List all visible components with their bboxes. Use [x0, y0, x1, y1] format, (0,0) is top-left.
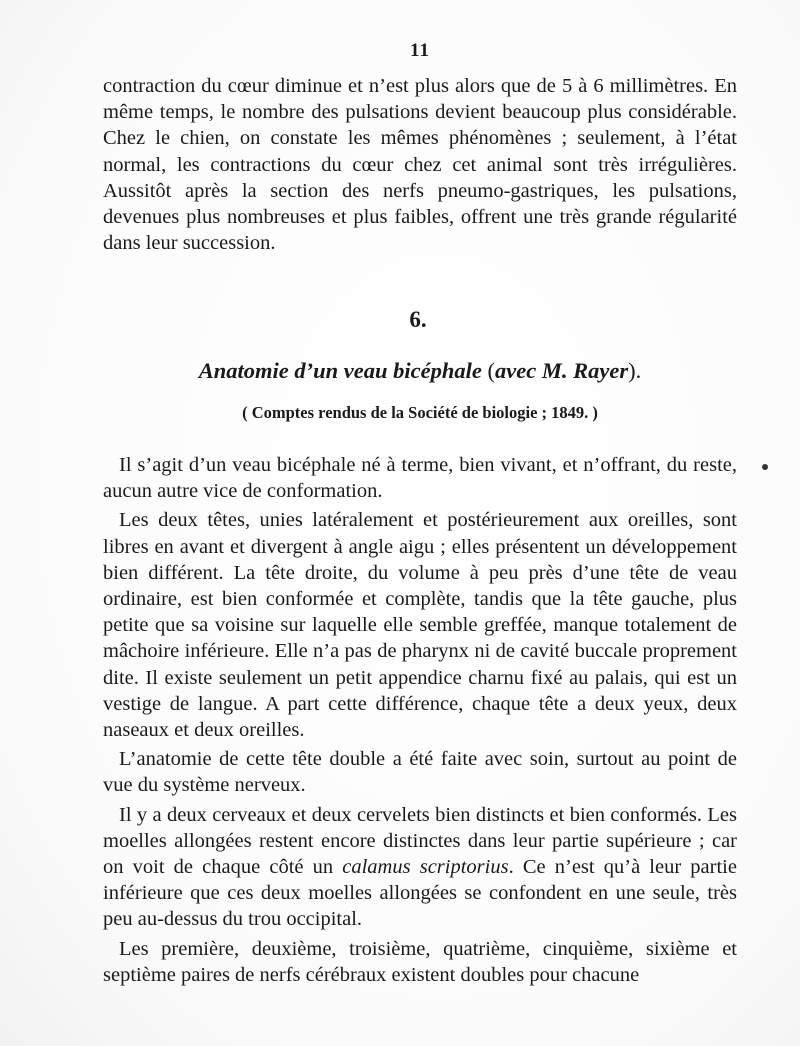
calamus-scriptorius-term: calamus scriptorius	[342, 856, 509, 879]
top-paragraph-block	[103, 73, 737, 256]
section-number: 6.	[409, 307, 427, 332]
section-title	[0, 358, 800, 384]
section-title-open: (	[481, 358, 496, 383]
ink-speck	[762, 464, 768, 470]
paragraph-5: Les première, deuxième, troisième, quatrième, cinquième, sixième et septième paires de nerfs cérébraux existent doubles pour chacune	[103, 937, 737, 986]
section-title-paren: avec M. Rayer	[495, 358, 629, 383]
body-text	[103, 452, 737, 988]
paragraph-2: Les deux têtes, unies latéralement et postérieurement aux oreilles, sont libres en avant et divergent à angle aigu ; elles présentent un développement bien différent. La tête droite, du volume à peu près d’une tête de veau ordinaire, est bien conformée et complète, tandis que la tête gauche, plus petite que sa voisine sur laquelle elle semble greffée, manque totalement de mâchoire inférieure. Elle n’a pas de pharynx ni de cavité buccale proprement dite. Il existe seulement un petit appendice charnu fixé au palais, qui est un vestige de langue. A part cette différence, chaque tête a deux yeux, deux naseaux et deux oreilles.	[103, 509, 737, 742]
paragraph-4-end: . Ce n’est qu’à leur partie inférieure que ces deux moelles allongées se confondent en une seule, très peu au-dessus du trou occipital.	[103, 856, 737, 931]
section-source: ( Comptes rendus de la Société de biologie ; 1849. )	[242, 403, 598, 422]
page-number: 11	[410, 40, 430, 61]
paragraph-4-start: Il y a deux cerveaux et deux cervelets bien distincts et bien conformés. Les moelles allongées restent encore distinctes dans leur partie supérieure ; car on voit de chaque côté un	[103, 803, 737, 879]
top-paragraph: contraction du cœur diminue et n’est plus alors que de 5 à 6 millimètres. En même temps, le nombre des pulsations devient beaucoup plus considérable. Chez le chien, on constate les mêmes phénomènes ; seulement, à l’état normal, les contractions du cœur chez cet animal sont très irrégulières. Aussitôt après la section des nerfs pneumo-gastriques, les pulsations, devenues plus nombreuses et plus faibles, offrent une très grande régularité dans leur succession.	[103, 75, 737, 255]
paragraph-3: L’anatomie de cette tête double a été faite avec soin, surtout au point de vue du système nerveux.	[103, 748, 737, 797]
paragraph-1: Il s’agit d’un veau bicéphale né à terme, bien vivant, et n’offrant, du reste, aucun autre vice de conformation.	[103, 454, 737, 503]
paragraph-4	[103, 802, 737, 933]
section-title-close: ).	[628, 358, 642, 383]
section-title-main: Anatomie d’un veau bicéphale	[198, 358, 482, 383]
